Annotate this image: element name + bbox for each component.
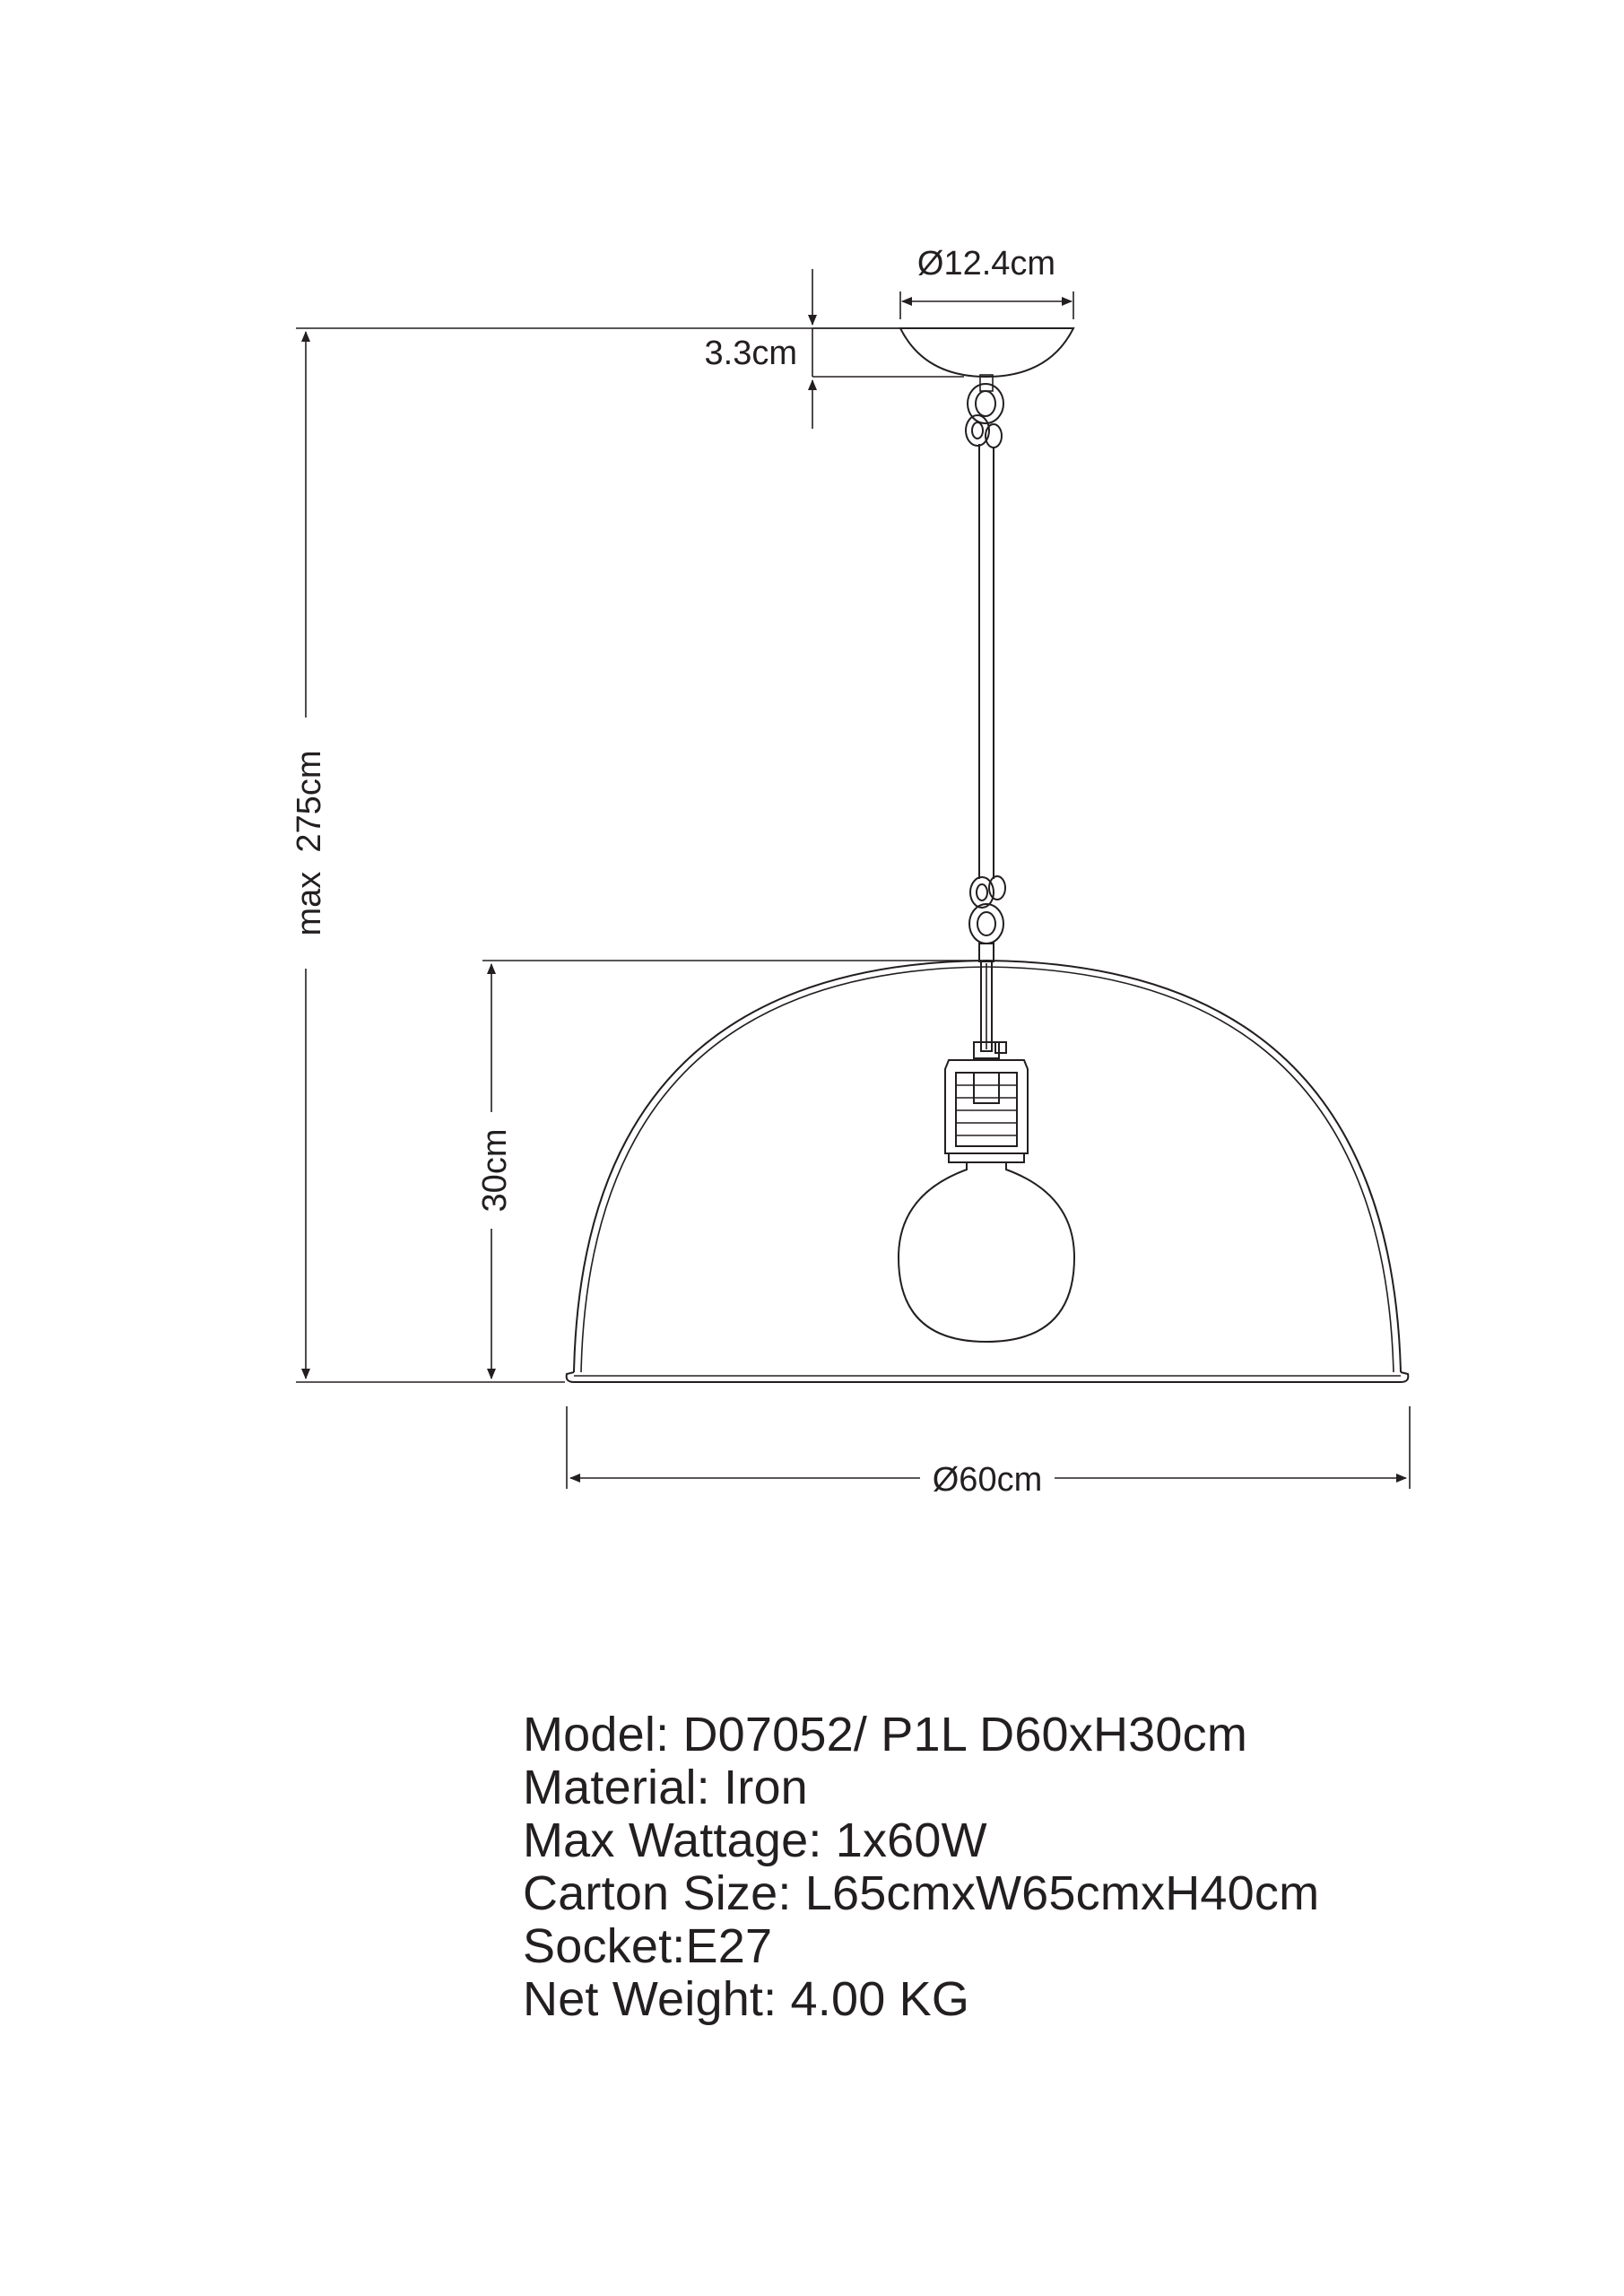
lamp-shade: [567, 961, 1409, 1382]
light-bulb: [899, 1162, 1074, 1342]
spec-socket: Socket:E27: [523, 1919, 773, 1973]
lower-chain: [969, 876, 1005, 944]
ceiling-canopy: [900, 328, 1073, 391]
spec-net-weight: Net Weight: 4.00 KG: [523, 1972, 970, 2026]
canopy-diameter-label: Ø12.4cm: [916, 245, 1056, 283]
max-height-label: max 275cm: [291, 750, 328, 936]
canopy-height-dimension: [705, 269, 964, 429]
shade-height-dimension: [472, 961, 981, 1378]
shade-height-label: 30cm: [476, 1128, 514, 1213]
canopy-diameter-dimension: [900, 239, 1073, 319]
canopy-height-label: 3.3cm: [704, 335, 797, 372]
shade-diameter-dimension: [567, 1406, 1410, 1500]
spec-carton-size: Carton Size: L65cmxW65cmxH40cm: [523, 1866, 1320, 1920]
power-cord: [979, 444, 994, 879]
shade-diameter-label: Ø60cm: [932, 1461, 1043, 1499]
spec-max-wattage: Max Wattage: 1x60W: [523, 1813, 987, 1867]
socket-assembly: [945, 944, 1028, 1162]
spec-material: Material: Iron: [523, 1761, 808, 1814]
upper-chain: [966, 384, 1003, 448]
socket-threads: [956, 1085, 1017, 1135]
spec-model: Model: D07052/ P1L D60xH30cm: [523, 1708, 1248, 1761]
product-specifications: [523, 1709, 1319, 2026]
